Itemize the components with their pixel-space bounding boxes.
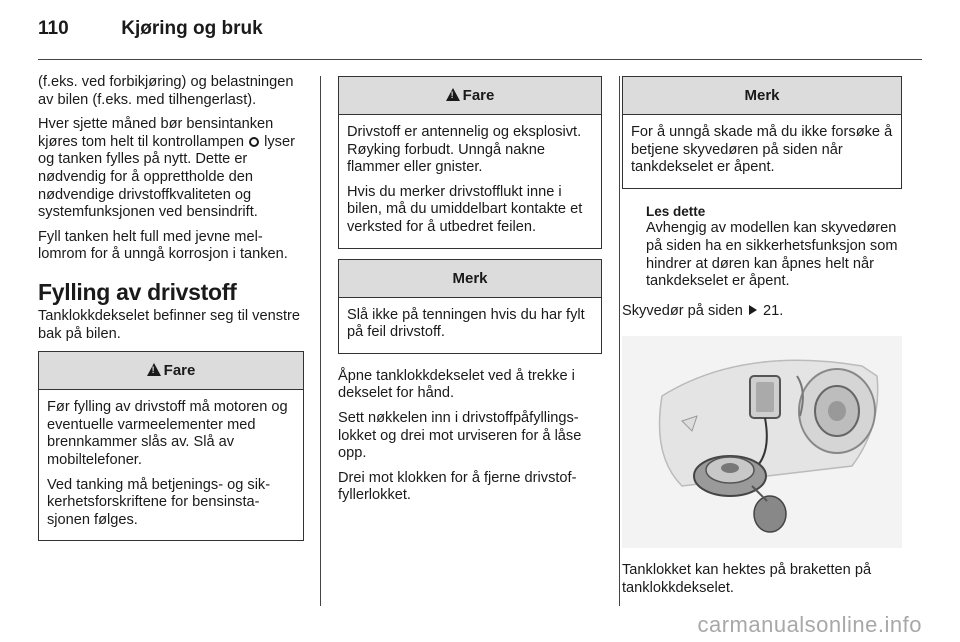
- read-this-title: Les dette: [646, 203, 706, 219]
- paragraph: Hver sjette måned bør bensintanken kjøres tom helt til kontrollampen lyser og tanken fylles på nytt. Dette er nødvendig for å opprettholde den nødvendige drivstoffkvaliteten og systemfunksjonen ved bensindrift.: [38, 116, 295, 221]
- section-heading: Fylling av drivstoff: [38, 278, 237, 305]
- cross-reference: Skyvedør på siden 21.: [622, 302, 784, 319]
- note-box: [338, 259, 602, 354]
- column-2: [338, 74, 602, 512]
- column-divider-2: [619, 76, 620, 606]
- fuel-warning-lamp-icon: [249, 137, 259, 147]
- column-divider-1: [320, 76, 321, 606]
- paragraph: Drei mot klokken for å fjerne drivstoffyllerlokket.: [338, 469, 577, 504]
- warning-triangle-icon: [147, 363, 161, 376]
- read-this-body: Avhengig av modellen kan skyvedøren på siden ha en sikkerhetsfunksjon som hindrer at døren kan åpnes helt når tankdekselet er åpent.: [646, 220, 898, 290]
- danger-box-title: !Fare: [39, 352, 303, 390]
- watermark: carmanualsonline.info: [697, 612, 922, 637]
- note-box-title: Merk: [623, 77, 901, 115]
- page-title: Kjøring og bruk: [121, 18, 263, 39]
- box-paragraph: Slå ikke på tenningen hvis du har fylt på feil drivstoff.: [347, 306, 585, 341]
- danger-box: [338, 76, 602, 249]
- header-rule: [38, 59, 922, 60]
- page-number: 110: [38, 18, 69, 39]
- fuel-cap-drawing: [622, 336, 902, 548]
- box-paragraph: Drivstoff er antennelig og eksplosivt. Røyking forbudt. Unngå nakne flammer eller gnister.: [347, 124, 582, 176]
- note-box: [622, 76, 902, 189]
- danger-box: [38, 351, 304, 541]
- box-paragraph: Hvis du merker drivstofflukt inne i bilen, må du umiddelbart kontakte et verksted for å utbedret feilen.: [347, 183, 583, 235]
- paragraph: Sett nøkkelen inn i drivstoffpåfyllingslokket og drei mot urviseren for å låse opp.: [338, 409, 582, 462]
- paragraph: Tanklokkdekselet befinner seg til venstre bak på bilen.: [38, 307, 301, 342]
- illustration-caption: Tanklokket kan hektes på braketten på tanklokkdekselet.: [622, 562, 872, 596]
- fuel-cap-illustration: [622, 336, 902, 548]
- box-paragraph: Ved tanking må betjenings- og sikkerhetsforskriftene for bensinstasjonen følges.: [47, 476, 271, 528]
- column-1: [38, 74, 304, 551]
- paragraph: (f.eks. ved forbikjøring) og belastningen av bilen (f.eks. med tilhengerlast).: [38, 74, 294, 108]
- paragraph: Åpne tanklokkdekselet ved å trekke i dekselet for hånd.: [338, 367, 575, 402]
- box-paragraph: Før fylling av drivstoff må motoren og eventuelle varmeelementer med brennkammer slås av. Slå av mobiltelefoner.: [47, 399, 288, 468]
- page-reference-icon: [749, 305, 757, 315]
- column-3: [622, 74, 902, 605]
- read-this-note: [622, 203, 902, 291]
- warning-triangle-icon: [446, 88, 460, 101]
- note-box-title: Merk: [339, 260, 601, 298]
- page-header: [38, 18, 263, 40]
- paragraph: Fyll tanken helt full med jevne mellomrom for å unngå korrosjon i tanken.: [38, 228, 288, 263]
- box-paragraph: For å unngå skade må du ikke forsøke å betjene skyvedøren på siden når tankdekselet er åpent.: [631, 124, 893, 176]
- danger-box-title: !Fare: [339, 77, 601, 115]
